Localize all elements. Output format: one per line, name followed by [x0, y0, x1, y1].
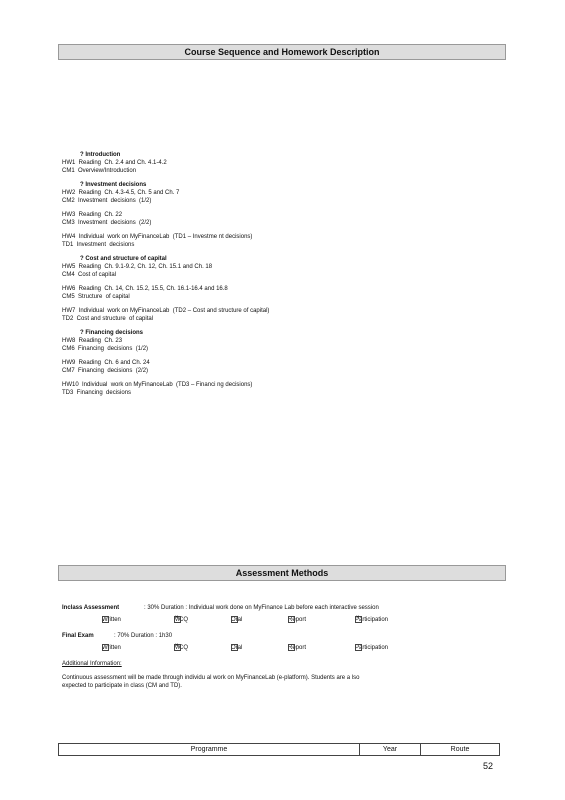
course-line: HW2 Reading Ch. 4.3-4.5, Ch. 5 and Ch. 7 — [62, 190, 180, 196]
checkbox-icon — [288, 644, 295, 651]
spacer — [62, 397, 269, 403]
checkbox-icon — [174, 616, 181, 623]
course-sequence-header: Course Sequence and Homework Description — [58, 44, 506, 60]
checkbox-icon — [355, 616, 362, 623]
course-line: CM5 Structure of capital — [62, 294, 130, 300]
course-line: HW1 Reading Ch. 2.4 and Ch. 4.1-4.2 — [62, 160, 167, 166]
option-participation — [355, 616, 388, 624]
option-label: Written — [102, 645, 121, 651]
course-line: HW9 Reading Ch. 6 and Ch. 24 — [62, 360, 150, 366]
additional-info-label: Additional Information: — [62, 661, 122, 667]
section-heading: ? Investment decisions — [80, 182, 147, 188]
option-label: Report — [288, 617, 307, 623]
inclass-detail: : 30% Duration : Individual work done on MyFinance Lab before each interactive session — [144, 605, 379, 611]
option-label: Oral — [231, 617, 243, 623]
option-written — [102, 616, 121, 624]
section-heading: ? Financing decisions — [80, 330, 144, 336]
final-row — [62, 632, 502, 644]
course-line: CM6 Financing decisions (1/2) — [62, 346, 149, 352]
section-heading: ? Introduction — [80, 152, 121, 158]
inclass-label: Inclass Assessment — [62, 605, 120, 611]
checkbox-icon — [288, 616, 295, 623]
option-report — [288, 616, 306, 624]
programme-table — [58, 743, 500, 756]
checkbox-icon — [231, 616, 238, 623]
option-participation — [355, 644, 388, 652]
checkbox-icon — [174, 644, 181, 651]
option-label: MCQ — [174, 645, 188, 651]
option-label: Written — [102, 617, 121, 623]
final-label: Final Exam — [62, 633, 94, 639]
course-line: CM4 Cost of capital — [62, 272, 117, 278]
option-written — [102, 644, 121, 652]
option-mcq — [174, 644, 188, 652]
course-line: HW3 Reading Ch. 22 — [62, 212, 123, 218]
assessment-section — [62, 604, 502, 690]
checkbox-icon — [231, 644, 238, 651]
route-cell: Route — [421, 744, 500, 756]
course-line: CM7 Financing decisions (2/2) — [62, 368, 149, 374]
section-heading: ? Cost and structure of capital — [80, 256, 167, 262]
course-line: TD2 Cost and structure of capital — [62, 316, 154, 322]
option-label: MCQ — [174, 617, 188, 623]
additional-info-text-1: Continuous assessment will be made through individu al work on MyFinanceLab (e-platform). Students are a lso — [62, 675, 360, 681]
final-options — [102, 644, 502, 656]
course-line: HW10 Individual work on MyFinanceLab (TD3 – Financi ng decisions) — [62, 382, 253, 388]
course-line: CM1 Overview/Introduction — [62, 168, 137, 174]
course-line: HW4 Individual work on MyFinanceLab (TD1 – Investme nt decisions) — [62, 234, 253, 240]
option-report — [288, 644, 306, 652]
checkbox-icon — [102, 644, 109, 651]
course-line: HW5 Reading Ch. 9.1-9.2, Ch. 12, Ch. 15.1 and Ch. 18 — [62, 264, 213, 270]
year-cell: Year — [360, 744, 421, 756]
assessment-methods-header: Assessment Methods — [58, 565, 506, 581]
option-label: Participation — [355, 645, 389, 651]
additional-info-text-2: expected to participate in class (CM and TD). — [62, 683, 182, 689]
inclass-options — [102, 616, 502, 628]
course-line: CM2 Investment decisions (1/2) — [62, 198, 152, 204]
option-label: Report — [288, 645, 307, 651]
option-label: Participation — [355, 617, 389, 623]
final-detail: : 70% Duration : 1h30 — [114, 633, 173, 639]
programme-cell: Programme — [59, 744, 360, 756]
course-line: TD1 Investment decisions — [62, 242, 135, 248]
course-line: HW8 Reading Ch. 23 — [62, 338, 123, 344]
course-line: HW7 Individual work on MyFinanceLab (TD2 – Cost and structure of capital) — [62, 308, 270, 314]
option-label: Oral — [231, 645, 243, 651]
option-mcq — [174, 616, 188, 624]
option-oral — [231, 644, 242, 652]
course-line: HW6 Reading Ch. 14, Ch. 15.2, 15.5, Ch. 16.1-16.4 and 16.8 — [62, 286, 228, 292]
page-number: 52 — [483, 761, 494, 771]
course-line: TD3 Financing decisions — [62, 390, 132, 396]
inclass-row — [62, 604, 502, 616]
checkbox-icon — [355, 644, 362, 651]
checkbox-icon — [102, 616, 109, 623]
option-oral — [231, 616, 242, 624]
course-line: CM3 Investment decisions (2/2) — [62, 220, 152, 226]
course-sequence-list — [62, 151, 269, 403]
